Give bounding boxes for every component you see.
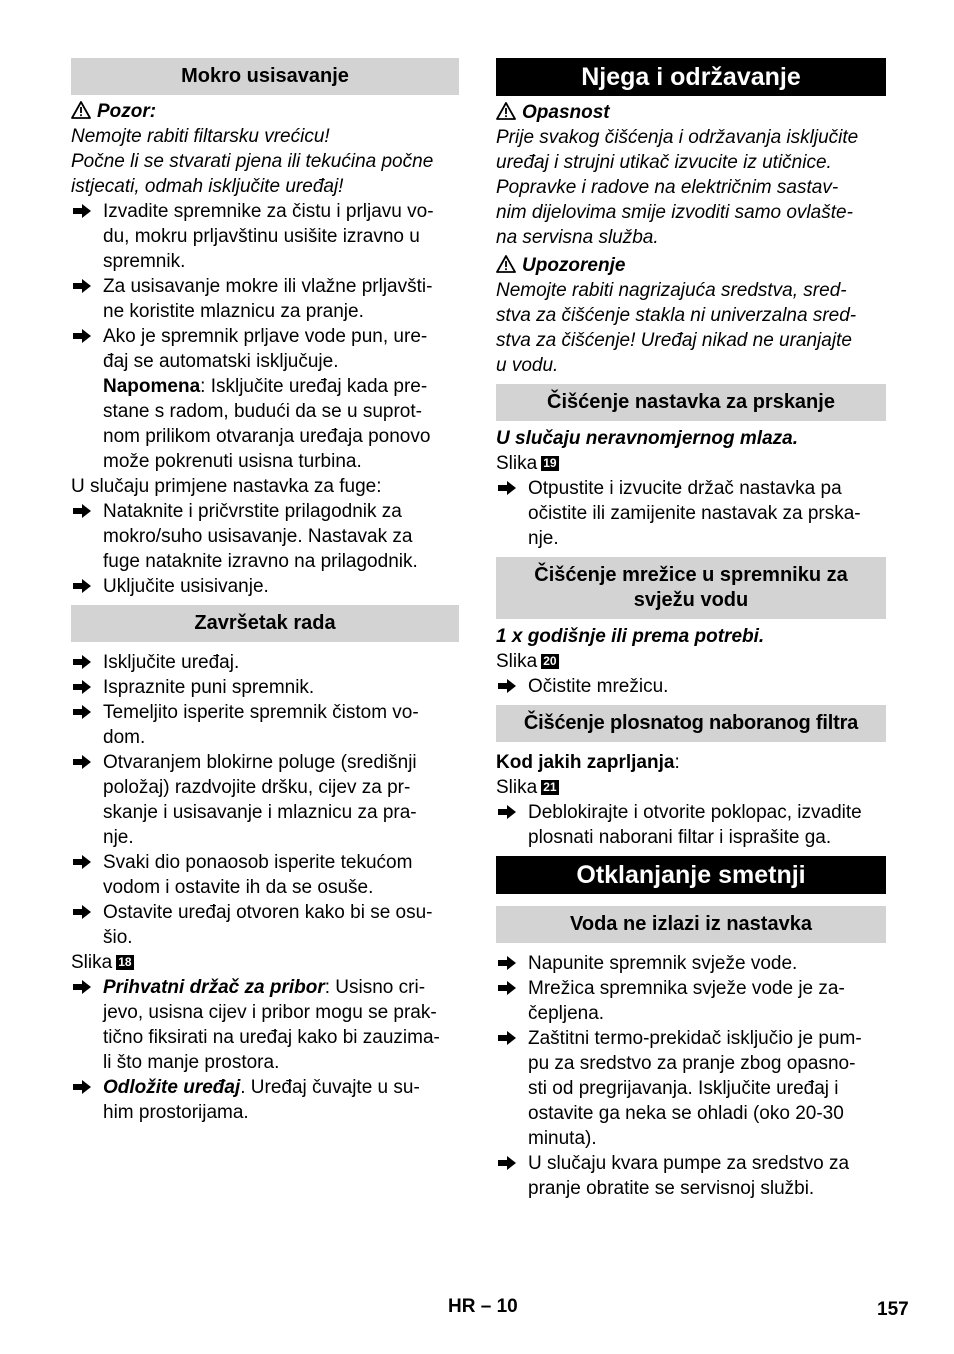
arrow-right-icon xyxy=(498,805,516,819)
list-item: Ispraznite puni spremnik. xyxy=(71,675,459,700)
warning-icon xyxy=(496,255,516,273)
list-item: Zaštitni termo-prekidač isključio je pum- pu za sredstvo za pranje zbog opasno- sti od pregrijavanja. Isključite uređaj i ostavite ga neka se ohladi (oko 20-30 minuta). xyxy=(496,1026,886,1151)
arrow-right-icon xyxy=(498,1031,516,1045)
warning-text: Počne li se stvarati pjena ili tekućina počne xyxy=(71,151,434,172)
list-item: Nataknite i pričvrstite prilagodnik za mokro/suho usisavanje. Nastavak za fuge nataknite izravno na prilagodnik. xyxy=(71,499,459,574)
warning-text: istjecati, odmah isključite uređaj! xyxy=(71,176,344,197)
list-item: Uključite usisivanje. xyxy=(71,574,459,599)
warning-icon xyxy=(71,101,91,119)
warning-label: Pozor: xyxy=(97,101,157,122)
list-item: Izvadite spremnike za čistu i prljavu vo- du, mokru prljavštinu usišite izravno u spremnik. xyxy=(71,199,459,274)
arrow-right-icon xyxy=(73,705,91,719)
list-item: U slučaju kvara pumpe za sredstvo za pranje obratite se servisnoj službi. xyxy=(496,1151,886,1201)
arrow-right-icon xyxy=(73,655,91,669)
section-heading-wet-vacuuming: Mokro usisavanje xyxy=(71,58,459,95)
list-item: Mrežica spremnika svježe vode je za- čepljena. xyxy=(496,976,886,1026)
list-item: Napunite spremnik svježe vode. xyxy=(496,951,886,976)
arrow-right-icon xyxy=(73,579,91,593)
chapter-heading-care: Njega i održavanje xyxy=(496,58,886,96)
note: Napomena: Isključite uređaj kada pre- xyxy=(103,376,428,397)
section-heading-flat-filter: Čišćenje plosnatog naboranog filtra xyxy=(496,705,886,742)
footer-page-number: 157 xyxy=(877,1299,909,1320)
right-column: Njega i održavanje Opasnost Prije svakog čišćenja i održavanja isključite uređaj i strujni utikač izvucite iz utičnice. Popravke i radove na električnim sastav- nim dijelovima smije izvoditi samo ovlašte- na servisna služba. Upozorenje Nemojte rabiti nagrizajuća sredstva, sred- stva za čišćenje stakla ni univerzalna sred- stva za čišćenje! Uređaj nikad ne uranjajte u vodu. Čišćenje nastavka za prskanje U slučaju neravnomjernog mlaza. Slika 19 Otpustite i izvucite držač nastavka pa očistite ili zamijenite nastavak za prska- nje. Čišćenje mrežice u spremniku za svježu vodu 1 x godišnje ili prema potrebi. Slika 20 Očistite mrežicu. Čišćenje plosnatog naboranog filtra Kod jakih zaprljanja: Slika 21 Deblokirajte i otvorite poklopac, izvadite plosnati naborani filtar i isprašite ga. Otklanjanje smetnji Voda ne izlazi iz nastavka Napunite spremnik svježe vode. Mrežica spremnika svježe vode je za- čepljena. Zaštitni termo-prekidač isključio je pum- pu za sredstvo za pranje zbog opasno- sti od pregrijavanja. Isključite uređaj i ostavite ga neka se ohladi (oko 20-30 minuta). U slučaju kvara pumpe za sredstvo za pranje obratite se servisnoj službi. xyxy=(496,58,886,1201)
section-heading-no-water: Voda ne izlazi iz nastavka xyxy=(496,906,886,943)
figure-number-badge: 20 xyxy=(543,654,557,668)
arrow-right-icon xyxy=(498,956,516,970)
arrow-right-icon xyxy=(73,755,91,769)
danger-label: Opasnost xyxy=(522,102,610,123)
arrow-right-icon xyxy=(73,204,91,218)
list-item: Isključite uređaj. xyxy=(71,650,459,675)
list-item: Prihvatni držač za pribor: Usisno cri- jevo, usisna cijev i pribor mogu se prak- tično fiksirati na uređaj kako bi zauzima- li što manje prostora. xyxy=(71,975,459,1075)
arrow-right-icon xyxy=(73,680,91,694)
section-heading-fresh-water-mesh: Čišćenje mrežice u spremniku za svježu vodu xyxy=(496,557,886,619)
list-item: Odložite uređaj. Uređaj čuvajte u su- him prostorijama. xyxy=(71,1075,459,1125)
list-item: Ostavite uređaj otvoren kako bi se osu- šio. xyxy=(71,900,459,950)
list-item: Svaki dio ponaosob isperite tekućom vodom i ostavite ih da se osuše. xyxy=(71,850,459,900)
arrow-right-icon xyxy=(498,679,516,693)
arrow-right-icon xyxy=(73,905,91,919)
chapter-heading-troubleshooting: Otklanjanje smetnji xyxy=(496,856,886,894)
figure-reference: Slika 19 xyxy=(496,453,557,474)
list-item: Za usisavanje mokre ili vlažne prljavšti- ne koristite mlaznicu za pranje. xyxy=(71,274,459,324)
figure-number-badge: 18 xyxy=(118,955,132,969)
arrow-right-icon xyxy=(73,504,91,518)
list-item: Otvaranjem blokirne poluge (središnji položaj) razdvojite dršku, cijev za pr- skanje i usisavanje i mlaznicu za pra- nje. xyxy=(71,750,459,850)
section-heading-end-of-work: Završetak rada xyxy=(71,605,459,642)
figure-reference: Slika 18 xyxy=(71,952,132,973)
arrow-right-icon xyxy=(498,481,516,495)
arrow-right-icon xyxy=(73,329,91,343)
arrow-right-icon xyxy=(73,1080,91,1094)
paragraph: U slučaju primjene nastavka za fuge: xyxy=(71,476,382,497)
left-column xyxy=(71,58,459,1125)
figure-reference: Slika 21 xyxy=(496,777,557,798)
list-item: Temeljito isperite spremnik čistom vo- dom. xyxy=(71,700,459,750)
warning-text: Nemojte rabiti filtarsku vrećicu! xyxy=(71,126,330,147)
arrow-right-icon xyxy=(73,980,91,994)
figure-number-badge: 19 xyxy=(543,456,557,470)
note-label: Napomena xyxy=(103,376,201,397)
list-item: Otpustite i izvucite držač nastavka pa očistite ili zamijenite nastavak za prska- nje. xyxy=(496,476,886,551)
caution-label: Upozorenje xyxy=(522,255,626,276)
section-heading-spray-nozzle: Čišćenje nastavka za prskanje xyxy=(496,384,886,421)
arrow-right-icon xyxy=(73,279,91,293)
list-item: Ako je spremnik prljave vode pun, ure- đaj se automatski isključuje. Napomena: Isključite uređaj kada pre- stane s radom, budući da se u suprot- nom prilikom otvaranja uređaja ponovo može pokrenuti usisna turbina. xyxy=(71,324,459,474)
figure-reference: Slika 20 xyxy=(496,651,557,672)
list-item: Očistite mrežicu. xyxy=(496,674,886,699)
warning-icon xyxy=(496,102,516,120)
list-item: Deblokirajte i otvorite poklopac, izvadite plosnati naborani filtar i isprašite ga. xyxy=(496,800,886,850)
arrow-right-icon xyxy=(73,855,91,869)
footer-section-number: HR – 10 xyxy=(448,1296,518,1317)
arrow-right-icon xyxy=(498,981,516,995)
figure-number-badge: 21 xyxy=(543,780,557,794)
arrow-right-icon xyxy=(498,1156,516,1170)
